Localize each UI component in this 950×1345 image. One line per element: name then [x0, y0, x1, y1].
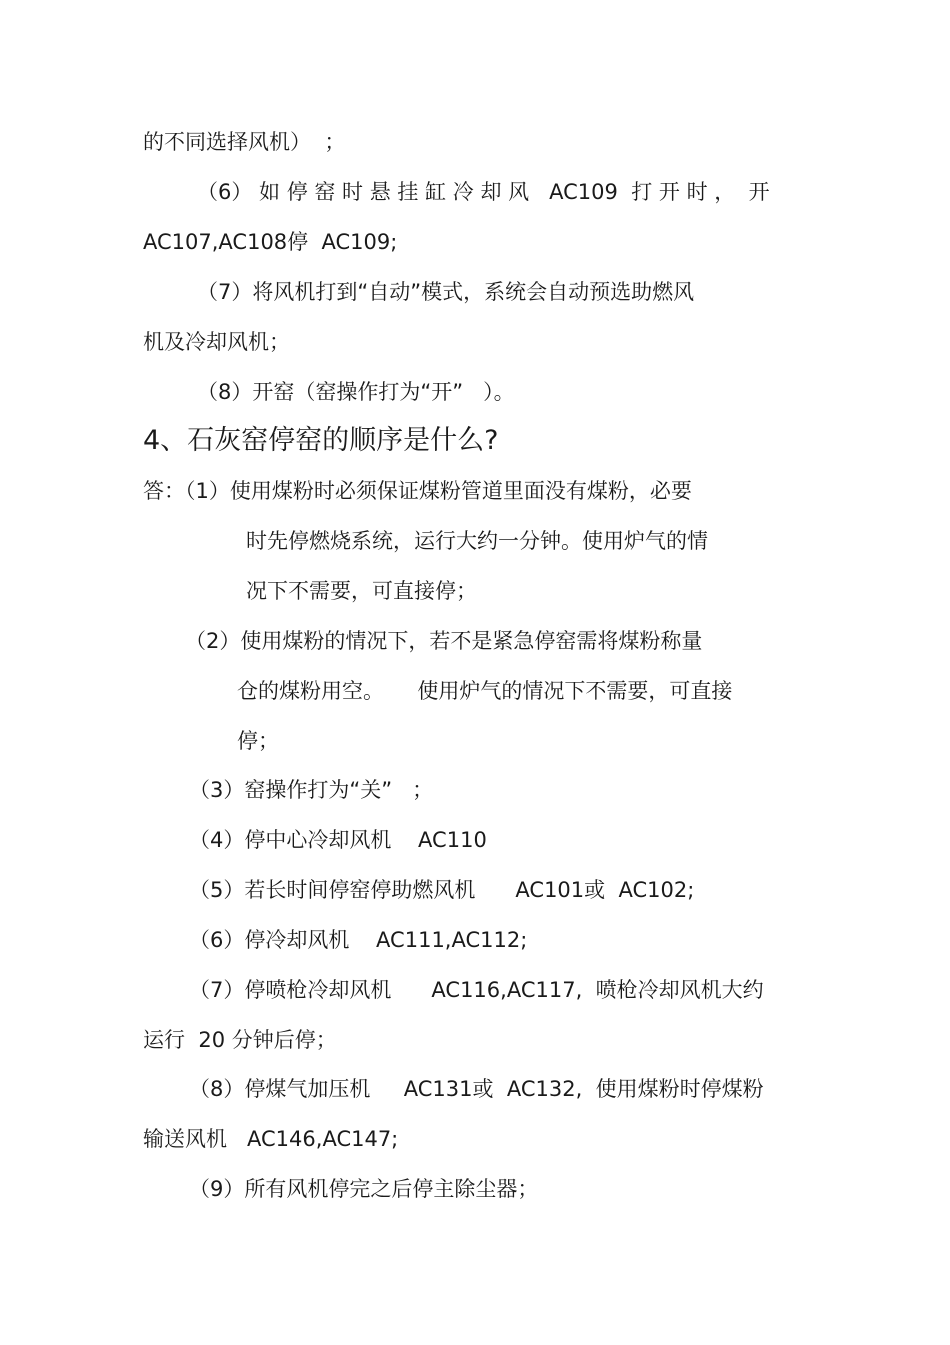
answer-line: （9）所有风机停完之后停主除尘器； — [189, 1177, 539, 1201]
answer-line: 答：（1）使用煤粉时必须保证煤粉管道里面没有煤粉，必要 — [143, 479, 692, 503]
answer-line: 况下不需要，可直接停； — [246, 579, 477, 603]
answer-line: （4）停中心冷却风机 AC110 — [189, 828, 487, 852]
answer-line: （8）停煤气加压机 AC131或 AC132, 使用煤粉时停煤粉 — [189, 1077, 764, 1101]
text-line: （6） 如 停 窑 时 悬 挂 缸 冷 却 风 AC109 打 开 时 ， 开 — [197, 180, 770, 204]
answer-line: （3）窑操作打为“关” ； — [189, 778, 434, 802]
answer-line: 输送风机 AC146,AC147; — [143, 1127, 399, 1151]
answer-line: （7）停喷枪冷却风机 AC116,AC117, 喷枪冷却风机大约 — [189, 978, 764, 1002]
answer-line: 时先停燃烧系统，运行大约一分钟。使用炉气的情 — [246, 529, 708, 553]
answer-line: 运行 20 分钟后停； — [143, 1028, 337, 1052]
answer-line: （5）若长时间停窑停助燃风机 AC101或 AC102; — [189, 878, 695, 902]
answer-line: （6）停冷却风机 AC111,AC112; — [189, 928, 528, 952]
answer-line: 停； — [237, 729, 279, 753]
section-heading: 4、石灰窑停窑的顺序是什么? — [143, 425, 499, 456]
text-line: （8）开窑（窑操作打为“开” ）。 — [197, 380, 515, 404]
answer-line: （2）使用煤粉的情况下，若不是紧急停窑需将煤粉称量 — [185, 629, 703, 653]
text-line: 机及冷却风机； — [143, 330, 290, 354]
answer-line: 仓的煤粉用空。 使用炉气的情况下不需要，可直接 — [237, 679, 733, 703]
text-line: 的不同选择风机） ； — [143, 130, 346, 154]
text-line: AC107,AC108停 AC109; — [143, 230, 398, 254]
text-line: （7）将风机打到“自动”模式，系统会自动预选助燃风 — [197, 280, 695, 304]
